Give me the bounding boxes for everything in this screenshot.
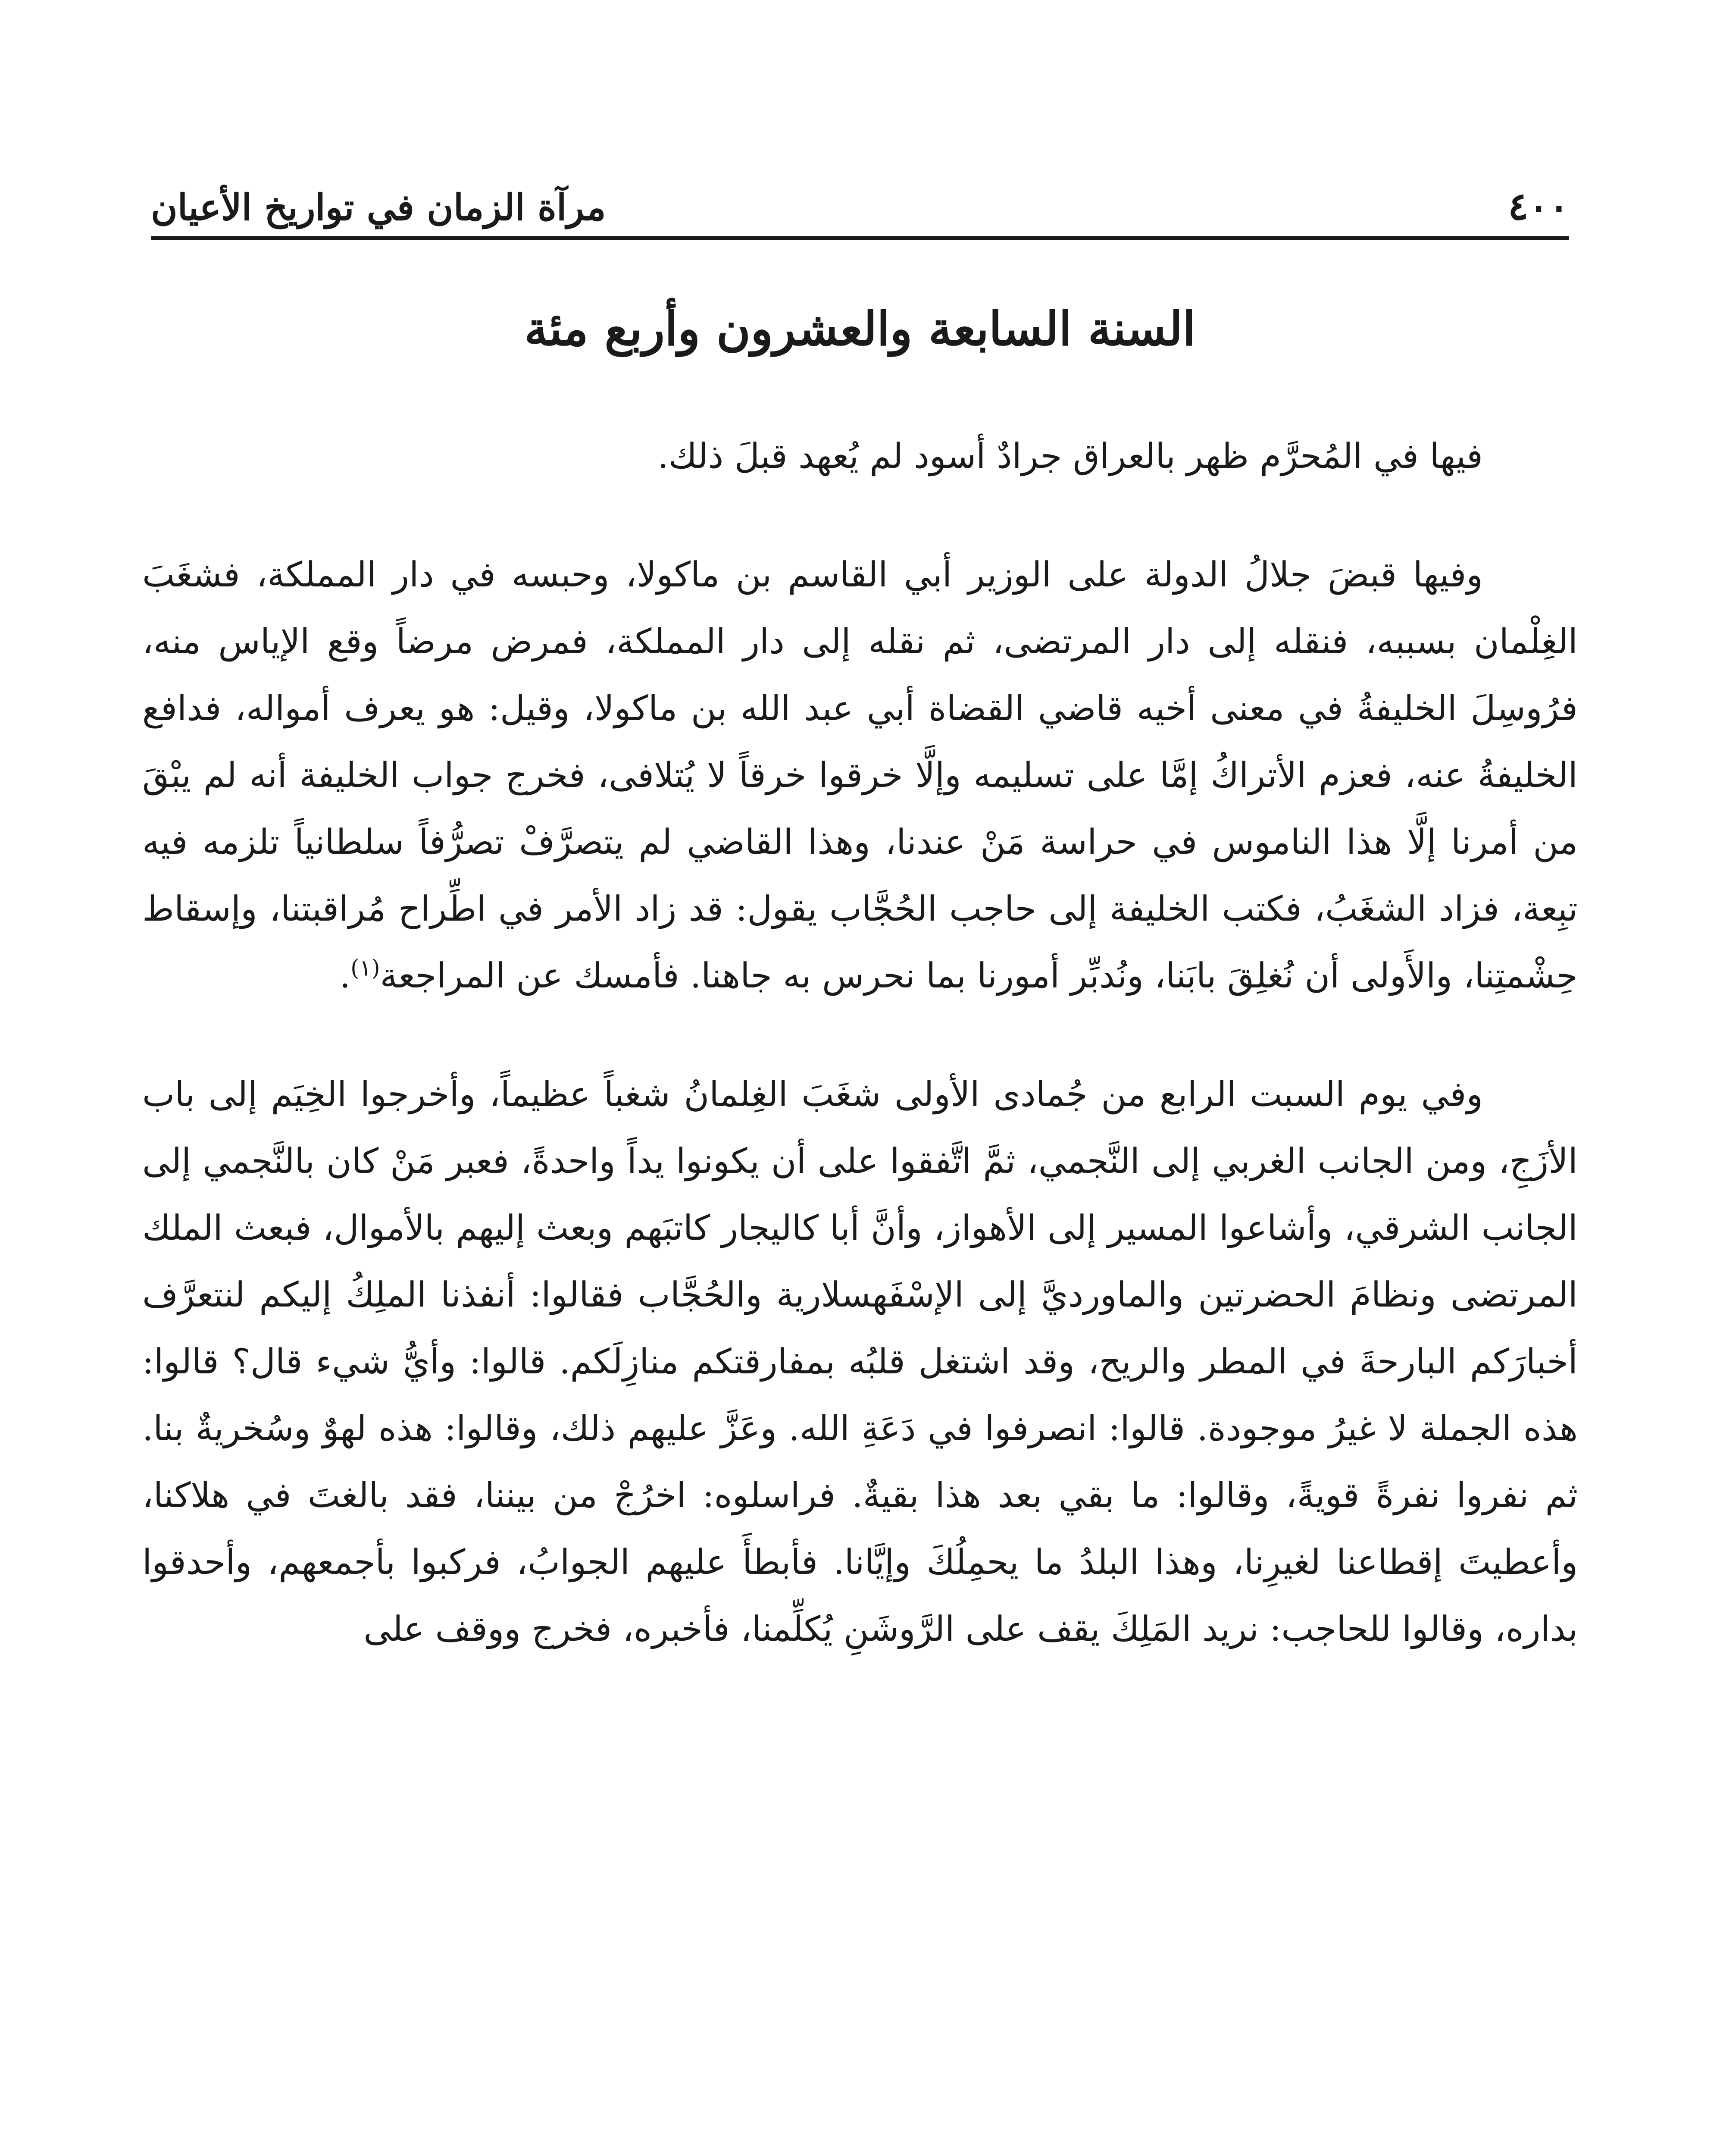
footnote-reference[interactable]: (١): [350, 955, 380, 981]
paragraph-vizier-arrest-text: وفيها قبضَ جلالُ الدولة على الوزير أبي القاسم بن ماكولا، وحبسه في دار المملكة، فشغَبَ الغِلْمان بسببه، فنقله إلى دار المرتضى، ثم نقله إلى دار المملكة، فمرض مرضاً وقع الإياس منه، فرُوسِلَ الخليفةُ في معنى أخيه قاضي القضاة أبي عبد الله بن ماكولا، وقيل: هو يعرف أمواله، فدافع الخليفةُ عنه، فعزم الأتراكُ إمَّا على تسليمه وإلَّا خرقوا خرقاً لا يُتلافى، فخرج جواب الخليفة أنه لم يبْقَ من أمرنا إلَّا هذا الناموس في حراسة مَنْ عندنا، وهذا القاضي لم يتصرَّفْ تصرُّفاً سلطانياً تلزمه فيه تبِعة، فزاد الشغَبُ، فكتب الخليفة إلى حاجب الحُجَّاب يقول: قد زاد الأمر في اطِّراح مُراقبتنا، وإسقاط حِشْمتِنا، والأَولى أن نُغلِقَ بابَنا، ونُدبِّر أمورنا بما نحرس به جاهنا. فأمسك عن المراجعة: [142, 555, 1578, 996]
book-title: مرآة الزمان في تواريخ الأعيان: [151, 186, 606, 229]
paragraph-end-mark: .: [339, 956, 351, 996]
chapter-title: السنة السابعة والعشرون وأربع مئة: [524, 302, 1196, 356]
body-text: [142, 423, 1578, 1662]
paragraph-locusts: فيها في المُحرَّم ظهر بالعراق جرادٌ أسود لم يُعهد قبلَ ذلك.: [657, 436, 1483, 476]
header-divider: [151, 236, 1569, 240]
paragraph-vizier-arrest: [142, 541, 1578, 1009]
running-header: [151, 172, 1569, 229]
paragraph-soldiers-riot: وفي يوم السبت الرابع من جُمادى الأولى شغَبَ الغِلمانُ شغباً عظيماً، وأخرجوا الخِيَم إلى باب الأزَجِ، ومن الجانب الغربي إلى النَّجمي، ثمَّ اتَّفقوا على أن يكونوا يداً واحدةً، فعبر مَنْ كان بالنَّجمي إلى الجانب الشرقي، وأشاعوا المسير إلى الأهواز، وأنَّ أبا كاليجار كاتبَهم وبعث إليهم بالأموال، فبعث الملك المرتضى ونظامَ الحضرتين والماورديَّ إلى الإسْفَهسلارية والحُجَّاب فقالوا: أنفذنا الملِكُ إليكم لنتعرَّف أخبارَكم البارحةَ في المطر والريح، وقد اشتغل قلبُه بمفارقتكم منازِلَكم. قالوا: وأيُّ شيء قال؟ قالوا: هذه الجملة لا غيرُ موجودة. قالوا: انصرفوا في دَعَةِ الله. وعَزَّ عليهم ذلك، وقالوا: هذه لهوٌ وسُخريةٌ بنا. ثم نفروا نفرةً قويةً، وقالوا: ما بقي بعد هذا بقيةٌ. فراسلوه: اخرُجْ من بيننا، فقد بالغتَ في هلاكنا، وأعطيتَ إقطاعنا لغيرِنا، وهذا البلدُ ما يحمِلُكَ وإيَّانا. فأبطأَ عليهم الجوابُ، فركبوا بأجمعهم، وأحدقوا بداره، وقالوا للحاجب: نريد المَلِكَ يقف على الرَّوشَنِ يُكلِّمنا، فأخبره، فخرج ووقف على: [142, 1074, 1578, 1649]
page-number: ٤٠٠: [1508, 184, 1569, 229]
